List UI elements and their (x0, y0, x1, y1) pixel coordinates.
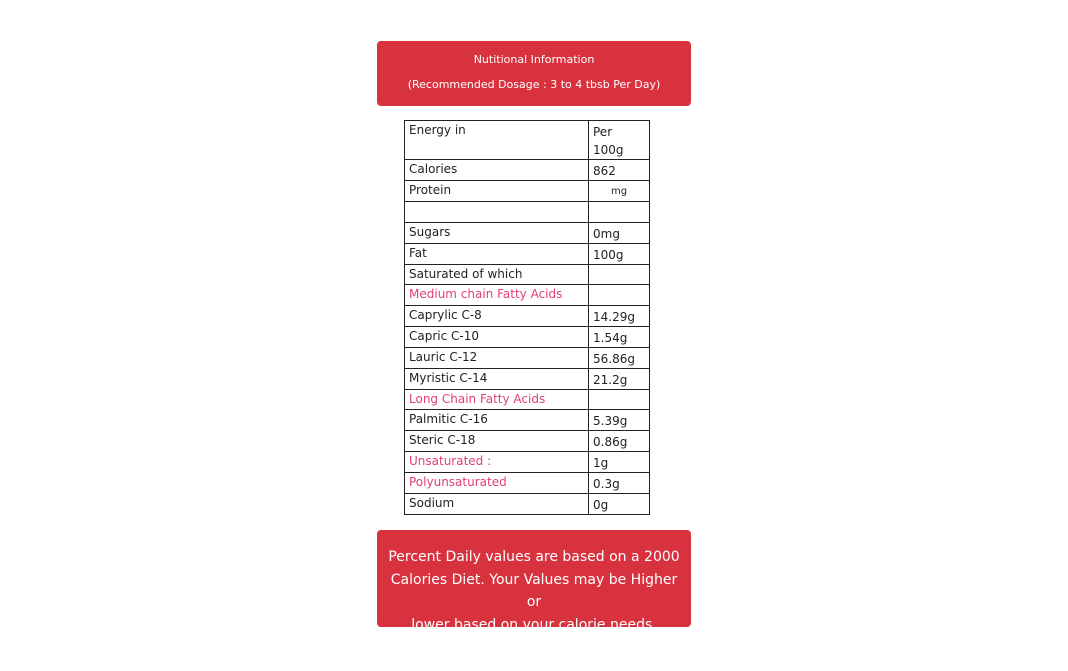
row-value: 0.3g (589, 473, 650, 494)
table-row (405, 410, 650, 431)
row-label: Steric C-18 (405, 431, 589, 452)
row-label (405, 202, 589, 223)
table-row (405, 347, 650, 368)
row-label: Sodium (405, 494, 589, 515)
row-value: 1g (589, 452, 650, 473)
nutrition-header-banner (377, 41, 691, 106)
row-label: Myristic C-14 (405, 368, 589, 389)
row-value: 100g (589, 243, 650, 264)
table-row (405, 121, 650, 160)
table-row (405, 494, 650, 515)
row-value: Per 100g (589, 121, 650, 160)
row-label: Calories (405, 160, 589, 181)
table-row (405, 264, 650, 285)
nutrition-table (404, 120, 650, 515)
row-value: 5.39g (589, 410, 650, 431)
section-heading: Unsaturated : (405, 452, 589, 473)
table-row (405, 326, 650, 347)
row-label: Capric C-10 (405, 326, 589, 347)
row-value: 14.29g (589, 305, 650, 326)
table-row (405, 431, 650, 452)
row-label: Caprylic C-8 (405, 305, 589, 326)
row-value (589, 285, 650, 306)
row-value (589, 389, 650, 410)
table-row (405, 452, 650, 473)
row-label: Energy in (405, 121, 589, 160)
row-label: Palmitic C-16 (405, 410, 589, 431)
note-line: Calories Diet. Your Values may be Higher or (390, 571, 678, 610)
header-title: Nutitional Information (473, 53, 595, 66)
section-heading: Long Chain Fatty Acids (405, 389, 589, 410)
row-value: 0.86g (589, 431, 650, 452)
row-label: Lauric C-12 (405, 347, 589, 368)
section-heading: Polyunsaturated (405, 473, 589, 494)
table-row (405, 243, 650, 264)
row-value: 0mg (589, 222, 650, 243)
row-label: Fat (405, 243, 589, 264)
table-row (405, 389, 650, 410)
row-label: Protein (405, 181, 589, 202)
row-value: 862 (589, 160, 650, 181)
table-row (405, 202, 650, 223)
table-row (405, 305, 650, 326)
daily-values-note-banner (377, 530, 691, 633)
table-row (405, 181, 650, 202)
row-value (589, 264, 650, 285)
table-row (405, 222, 650, 243)
table-row (405, 285, 650, 306)
table-row (405, 160, 650, 181)
note-line: lower based on your calorie needs. (411, 616, 657, 633)
row-value: 0g (589, 494, 650, 515)
table-row (405, 473, 650, 494)
note-line: Percent Daily values are based on a 2000 (388, 549, 680, 565)
row-value: 1.54g (589, 326, 650, 347)
table-row (405, 368, 650, 389)
row-value: mg (589, 181, 650, 202)
row-value (589, 202, 650, 223)
section-heading: Medium chain Fatty Acids (405, 285, 589, 306)
row-label: Saturated of which (405, 264, 589, 285)
row-label: Sugars (405, 222, 589, 243)
row-value: 21.2g (589, 368, 650, 389)
row-value: 56.86g (589, 347, 650, 368)
header-dosage: (Recommended Dosage : 3 to 4 tbsb Per Day) (407, 78, 661, 91)
